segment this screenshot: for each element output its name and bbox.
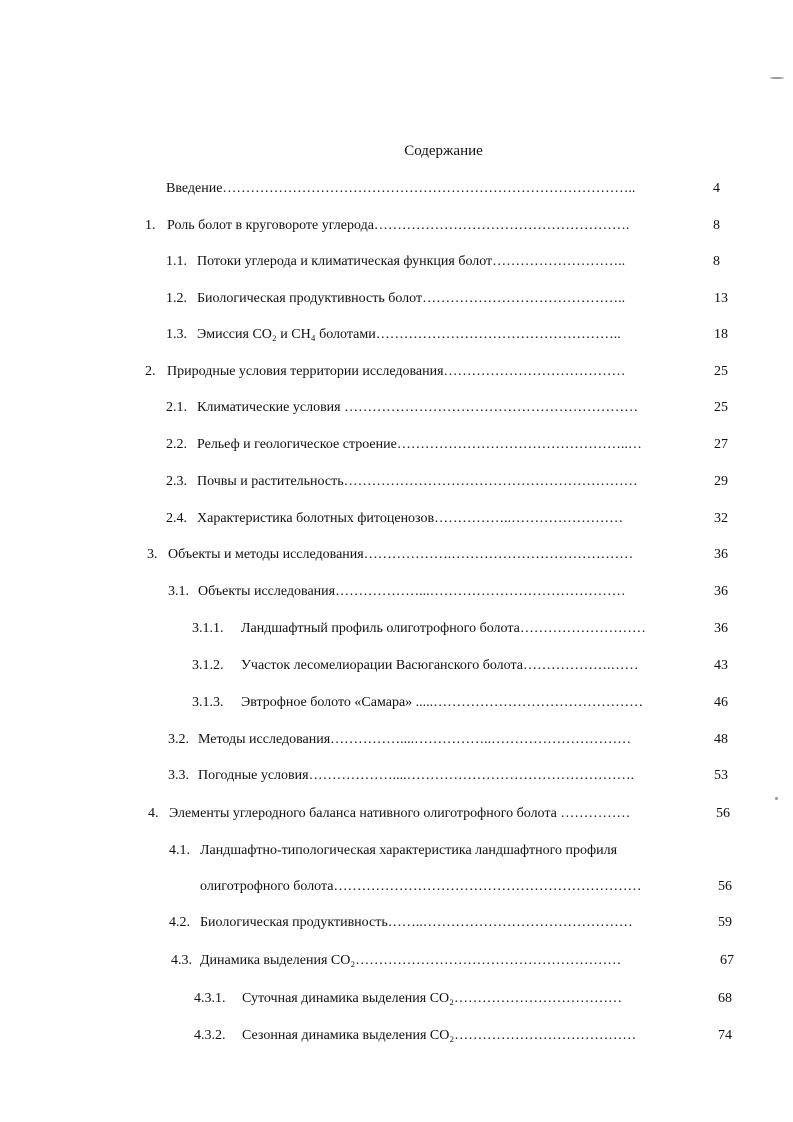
entry-page: 25 bbox=[714, 400, 728, 415]
entry-title: Эмиссия CO₂ и CH₄ болотами…………………………………………….. bbox=[197, 327, 621, 342]
entry-number: 2. bbox=[145, 364, 156, 379]
entry-page: 67 bbox=[720, 953, 734, 968]
entry-number: 2.3. bbox=[166, 474, 187, 489]
entry-number: 3.3. bbox=[168, 768, 189, 783]
entry-title: Ландшафтный профиль олиготрофного болота……………………… bbox=[241, 621, 646, 636]
entry-number: 2.1. bbox=[166, 400, 187, 415]
entry-page: 13 bbox=[714, 291, 728, 306]
entry-page: 8 bbox=[713, 218, 720, 233]
entry-page: 25 bbox=[714, 364, 728, 379]
entry-page: 8 bbox=[713, 254, 720, 269]
entry-page: 36 bbox=[714, 584, 728, 599]
entry-number: 3.2. bbox=[168, 732, 189, 747]
entry-title: Биологическая продуктивность болот…………………………………….. bbox=[197, 291, 626, 306]
entry-page: 56 bbox=[716, 806, 730, 821]
entry-number: 1. bbox=[145, 218, 156, 233]
entry-title: Ландшафтно-типологическая характеристика ландшафтного профиля bbox=[200, 843, 618, 858]
entry-number: 4.3.2. bbox=[194, 1028, 226, 1043]
entry-page: 18 bbox=[714, 327, 728, 342]
entry-page: 74 bbox=[718, 1028, 732, 1043]
entry-number: 4. bbox=[148, 806, 159, 821]
scan-mark bbox=[775, 797, 778, 800]
entry-page: 53 bbox=[714, 768, 728, 783]
entry-title: олиготрофного болота………………………………………………………… bbox=[200, 879, 642, 894]
entry-title: Биологическая продуктивность……..……………………………………… bbox=[200, 915, 633, 930]
entry-page: 56 bbox=[718, 879, 732, 894]
entry-page: 46 bbox=[714, 695, 728, 710]
entry-number: 1.3. bbox=[166, 327, 187, 342]
entry-title: Погодные условия………………....…………………………………………. bbox=[198, 768, 635, 783]
entry-number: 3.1. bbox=[168, 584, 189, 599]
entry-number: 1.1. bbox=[166, 254, 187, 269]
scan-mark bbox=[770, 77, 784, 79]
entry-title: Природные условия территории исследования………………………………… bbox=[167, 364, 626, 379]
entry-number: 2.2. bbox=[166, 437, 187, 452]
entry-page: 36 bbox=[714, 547, 728, 562]
entry-title: Эвтрофное болото «Самара» .....……………………………………… bbox=[241, 695, 644, 710]
entry-number: 3.1.1. bbox=[192, 621, 224, 636]
entry-number: 1.2. bbox=[166, 291, 187, 306]
entry-title: Рельеф и геологическое строение…………………………………………..… bbox=[197, 437, 642, 452]
entry-title: Динамика выделения CO₂………………………………………………… bbox=[200, 953, 622, 968]
entry-title: Введение…………………………………………………………………………….. bbox=[166, 181, 636, 196]
entry-page: 29 bbox=[714, 474, 728, 489]
entry-page: 43 bbox=[714, 658, 728, 673]
entry-page: 59 bbox=[718, 915, 732, 930]
entry-title: Почвы и растительность……………………………………………………… bbox=[197, 474, 638, 489]
entry-number: 4.2. bbox=[169, 915, 190, 930]
entry-page: 32 bbox=[714, 511, 728, 526]
entry-title: Объекты исследования………………...…………………………………… bbox=[198, 584, 626, 599]
entry-title: Объекты и методы исследования……………….………………………………… bbox=[168, 547, 634, 562]
entry-number: 2.4. bbox=[166, 511, 187, 526]
entry-number: 3.1.2. bbox=[192, 658, 224, 673]
entry-number: 4.3. bbox=[171, 953, 192, 968]
entry-number: 3. bbox=[147, 547, 158, 562]
entry-page: 36 bbox=[714, 621, 728, 636]
page-title: Содержание bbox=[404, 143, 483, 159]
entry-title: Суточная динамика выделения CO₂……………………………… bbox=[242, 991, 623, 1006]
entry-title: Сезонная динамика выделения CO₂………………………………… bbox=[242, 1028, 637, 1043]
entry-title: Климатические условия ……………………………………………………… bbox=[197, 400, 639, 415]
entry-number: 4.1. bbox=[169, 843, 190, 858]
entry-title: Элементы углеродного баланса нативного олиготрофного болота …………… bbox=[169, 806, 631, 821]
entry-title: Методы исследования……………....……………..………………………… bbox=[198, 732, 632, 747]
entry-title: Потоки углерода и климатическая функция болот……………………….. bbox=[197, 254, 626, 269]
entry-page: 68 bbox=[718, 991, 732, 1006]
entry-title: Участок лесомелиорации Васюганского болота……………….…… bbox=[241, 658, 639, 673]
entry-title: Характеристика болотных фитоценозов……………..…………………… bbox=[197, 511, 624, 526]
entry-page: 48 bbox=[714, 732, 728, 747]
entry-title: Роль болот в круговороте углерода………………………………………………. bbox=[167, 218, 630, 233]
entry-page: 4 bbox=[713, 181, 720, 196]
entry-number: 4.3.1. bbox=[194, 991, 226, 1006]
entry-page: 27 bbox=[714, 437, 728, 452]
entry-number: 3.1.3. bbox=[192, 695, 224, 710]
